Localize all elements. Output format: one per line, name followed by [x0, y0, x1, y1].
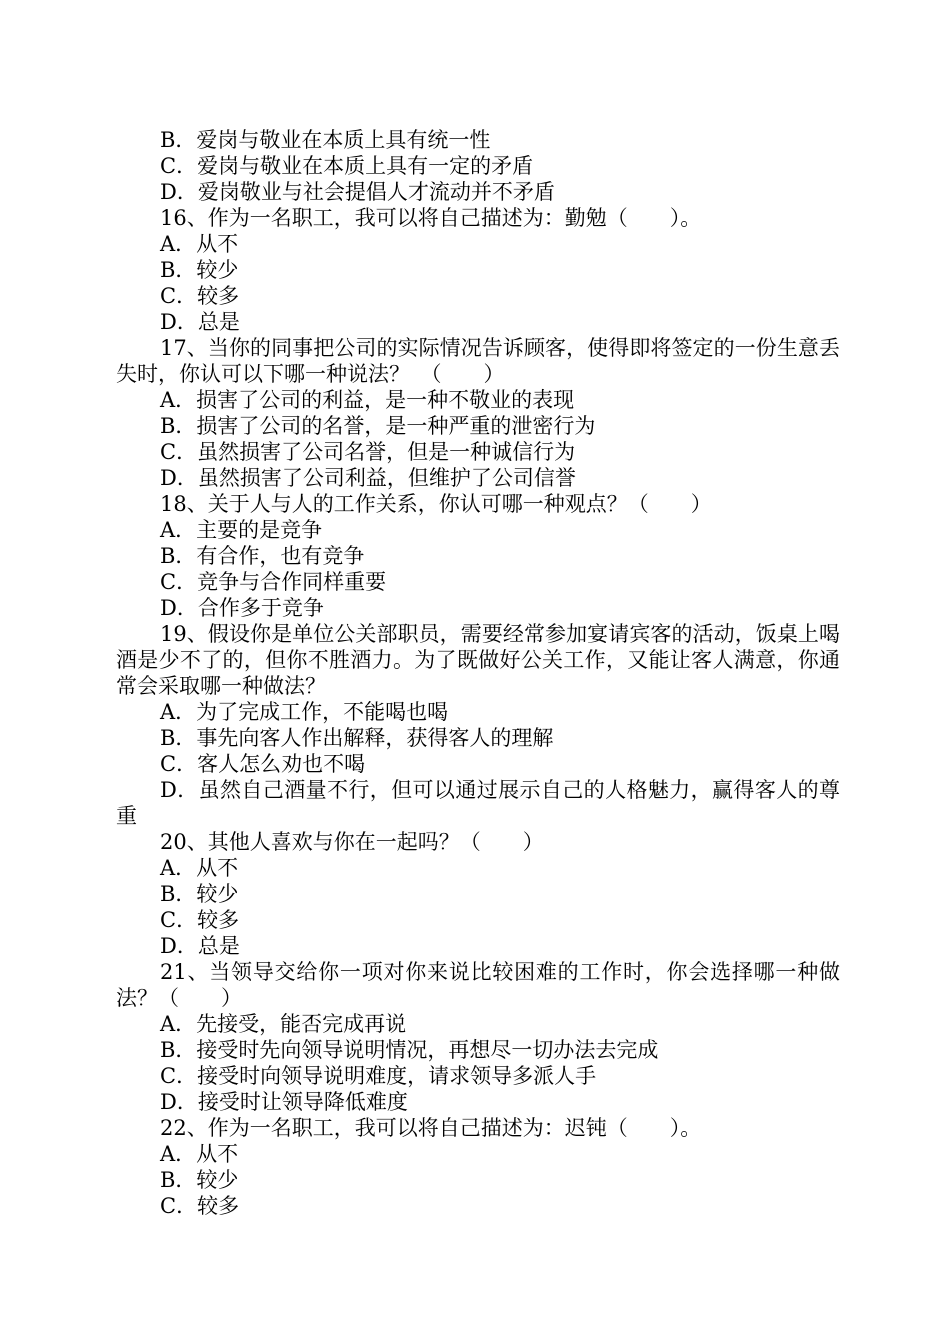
option-15c: C．爱岗与敬业在本质上具有一定的矛盾 — [160, 154, 534, 178]
option-20d: D．总是 — [160, 934, 240, 958]
option-20c: C．较多 — [160, 908, 240, 932]
question-22-stem: 22、作为一名职工，我可以将自己描述为：迟钝（ ）。 — [160, 1116, 702, 1140]
option-17c: C．虽然损害了公司名誉，但是一种诚信行为 — [160, 440, 576, 464]
option-16c: C．较多 — [160, 284, 240, 308]
question-16-stem: 16、作为一名职工，我可以将自己描述为：勤勉（ ）。 — [160, 206, 702, 230]
question-21-stem: 21、当领导交给你一项对你来说比较困难的工作时，你会选择哪一种做法？（ ） — [116, 960, 840, 1010]
option-18a: A．主要的是竞争 — [160, 518, 323, 542]
option-17b: B．损害了公司的名誉，是一种严重的泄密行为 — [160, 414, 596, 438]
option-20a: A．从不 — [160, 856, 239, 880]
option-22a: A．从不 — [160, 1142, 239, 1166]
option-21d: D．接受时让领导降低难度 — [160, 1090, 408, 1114]
option-21a: A．先接受，能否完成再说 — [160, 1012, 407, 1036]
option-17d: D．虽然损害了公司利益，但维护了公司信誉 — [160, 466, 576, 490]
option-16b: B．较少 — [160, 258, 239, 282]
question-19-stem: 19、假设你是单位公关部职员，需要经常参加宴请宾客的活动，饭桌上喝酒是少不了的，但你不胜酒力。为了既做好公关工作，又能让客人满意，你通常会采取哪一种做法？ — [116, 622, 840, 698]
option-15d: D．爱岗敬业与社会提倡人才流动并不矛盾 — [160, 180, 555, 204]
option-21b: B．接受时先向领导说明情况，再想尽一切办法去完成 — [160, 1038, 659, 1062]
option-20b: B．较少 — [160, 882, 239, 906]
option-18b: B．有合作，也有竞争 — [160, 544, 365, 568]
option-16d: D．总是 — [160, 310, 240, 334]
option-19c: C．客人怎么劝也不喝 — [160, 752, 366, 776]
option-18c: C．竞争与合作同样重要 — [160, 570, 387, 594]
option-19d: D．虽然自己酒量不行，但可以通过展示自己的人格魅力，赢得客人的尊重 — [116, 778, 840, 828]
option-19b: B．事先向客人作出解释，获得客人的理解 — [160, 726, 554, 750]
question-17-stem: 17、当你的同事把公司的实际情况告诉顾客，使得即将签定的一份生意丢失时，你认可以下哪一种说法？ （ ） — [116, 336, 840, 386]
option-17a: A．损害了公司的利益，是一种不敬业的表现 — [160, 388, 575, 412]
option-16a: A．从不 — [160, 232, 239, 256]
question-18-stem: 18、关于人与人的工作关系，你认可哪一种观点？（ ） — [160, 492, 712, 516]
option-15b: B．爱岗与敬业在本质上具有统一性 — [160, 128, 491, 152]
question-20-stem: 20、其他人喜欢与你在一起吗？（ ） — [160, 830, 544, 854]
option-22b: B．较少 — [160, 1168, 239, 1192]
option-18d: D．合作多于竞争 — [160, 596, 324, 620]
option-19a: A．为了完成工作，不能喝也喝 — [160, 700, 449, 724]
option-22c: C．较多 — [160, 1194, 240, 1218]
option-21c: C．接受时向领导说明难度，请求领导多派人手 — [160, 1064, 597, 1088]
document-page — [116, 127, 840, 1219]
